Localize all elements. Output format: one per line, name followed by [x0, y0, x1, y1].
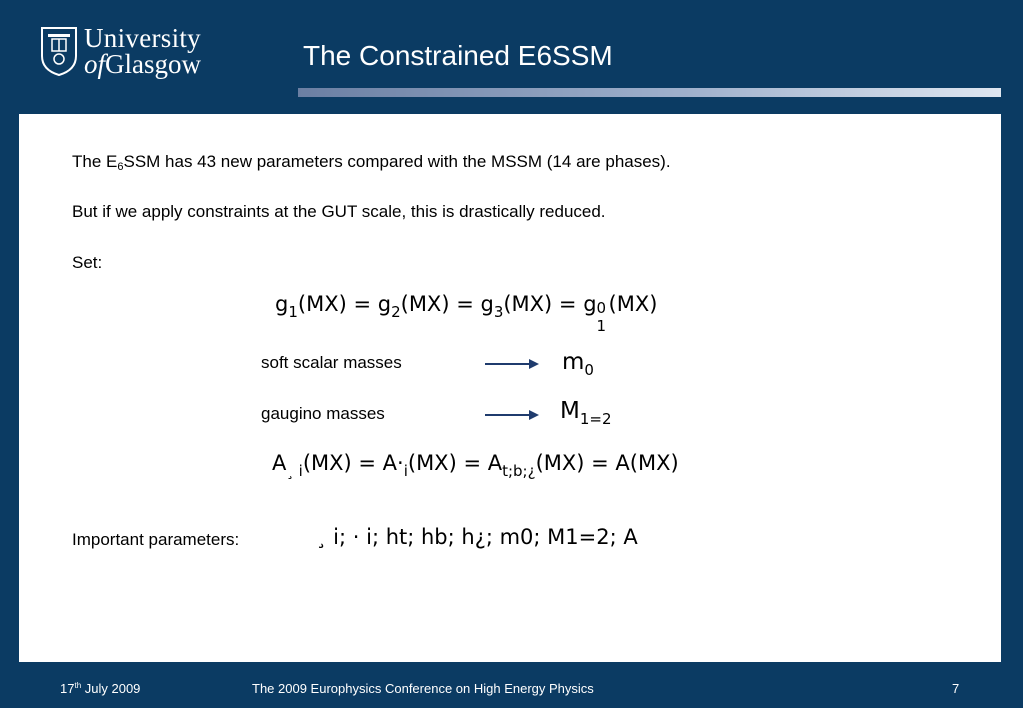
- slide-title: The Constrained E6SSM: [303, 40, 613, 71]
- footer-conference: The 2009 Europhysics Conference on High Energy Physics: [252, 681, 594, 696]
- page-number: 7: [952, 681, 960, 696]
- soft-scalar-label: soft scalar masses: [261, 353, 402, 372]
- soft-arrow-icon: [485, 363, 537, 365]
- logo-glasgow-text: ofGlasgow: [84, 49, 202, 79]
- important-label: Important parameters:: [72, 530, 240, 549]
- soft-scalar-value: $m_0$: [562, 349, 594, 379]
- trilinear-equation: $A_{¸ i}(MX) = A\cdot_i(MX) = A_{t;b;¿}(MX) = A(MX)$: [272, 451, 679, 480]
- constraint-line: But if we apply constraints at the GUT scale, this is drastically reduced.: [72, 202, 606, 221]
- gaugino-label: gaugino masses: [261, 404, 385, 423]
- important-parameters: ¸ i; · i; ht; hb; h¿; m0; M1=2; A: [316, 525, 638, 549]
- university-logo: [40, 23, 216, 79]
- title-underline-bar: [298, 88, 1001, 97]
- intro-line: The $E_6SSM$ has 43 new parameters compared with the MSSM (14 are phases).: [72, 152, 671, 173]
- logo-university-text: University: [84, 23, 201, 53]
- footer-date: 17th July 2009: [60, 681, 141, 696]
- content-panel: [19, 114, 1001, 662]
- gaugino-value: $M_{1=2}$: [560, 398, 612, 428]
- set-label: Set:: [72, 253, 103, 272]
- gaugino-arrow-icon: [485, 414, 537, 416]
- gauge-coupling-equation: $g_1(MX) = g_2(MX) = g_3(MX) = g$ 0 1 (MX): [275, 292, 658, 335]
- crest-icon: [40, 26, 78, 76]
